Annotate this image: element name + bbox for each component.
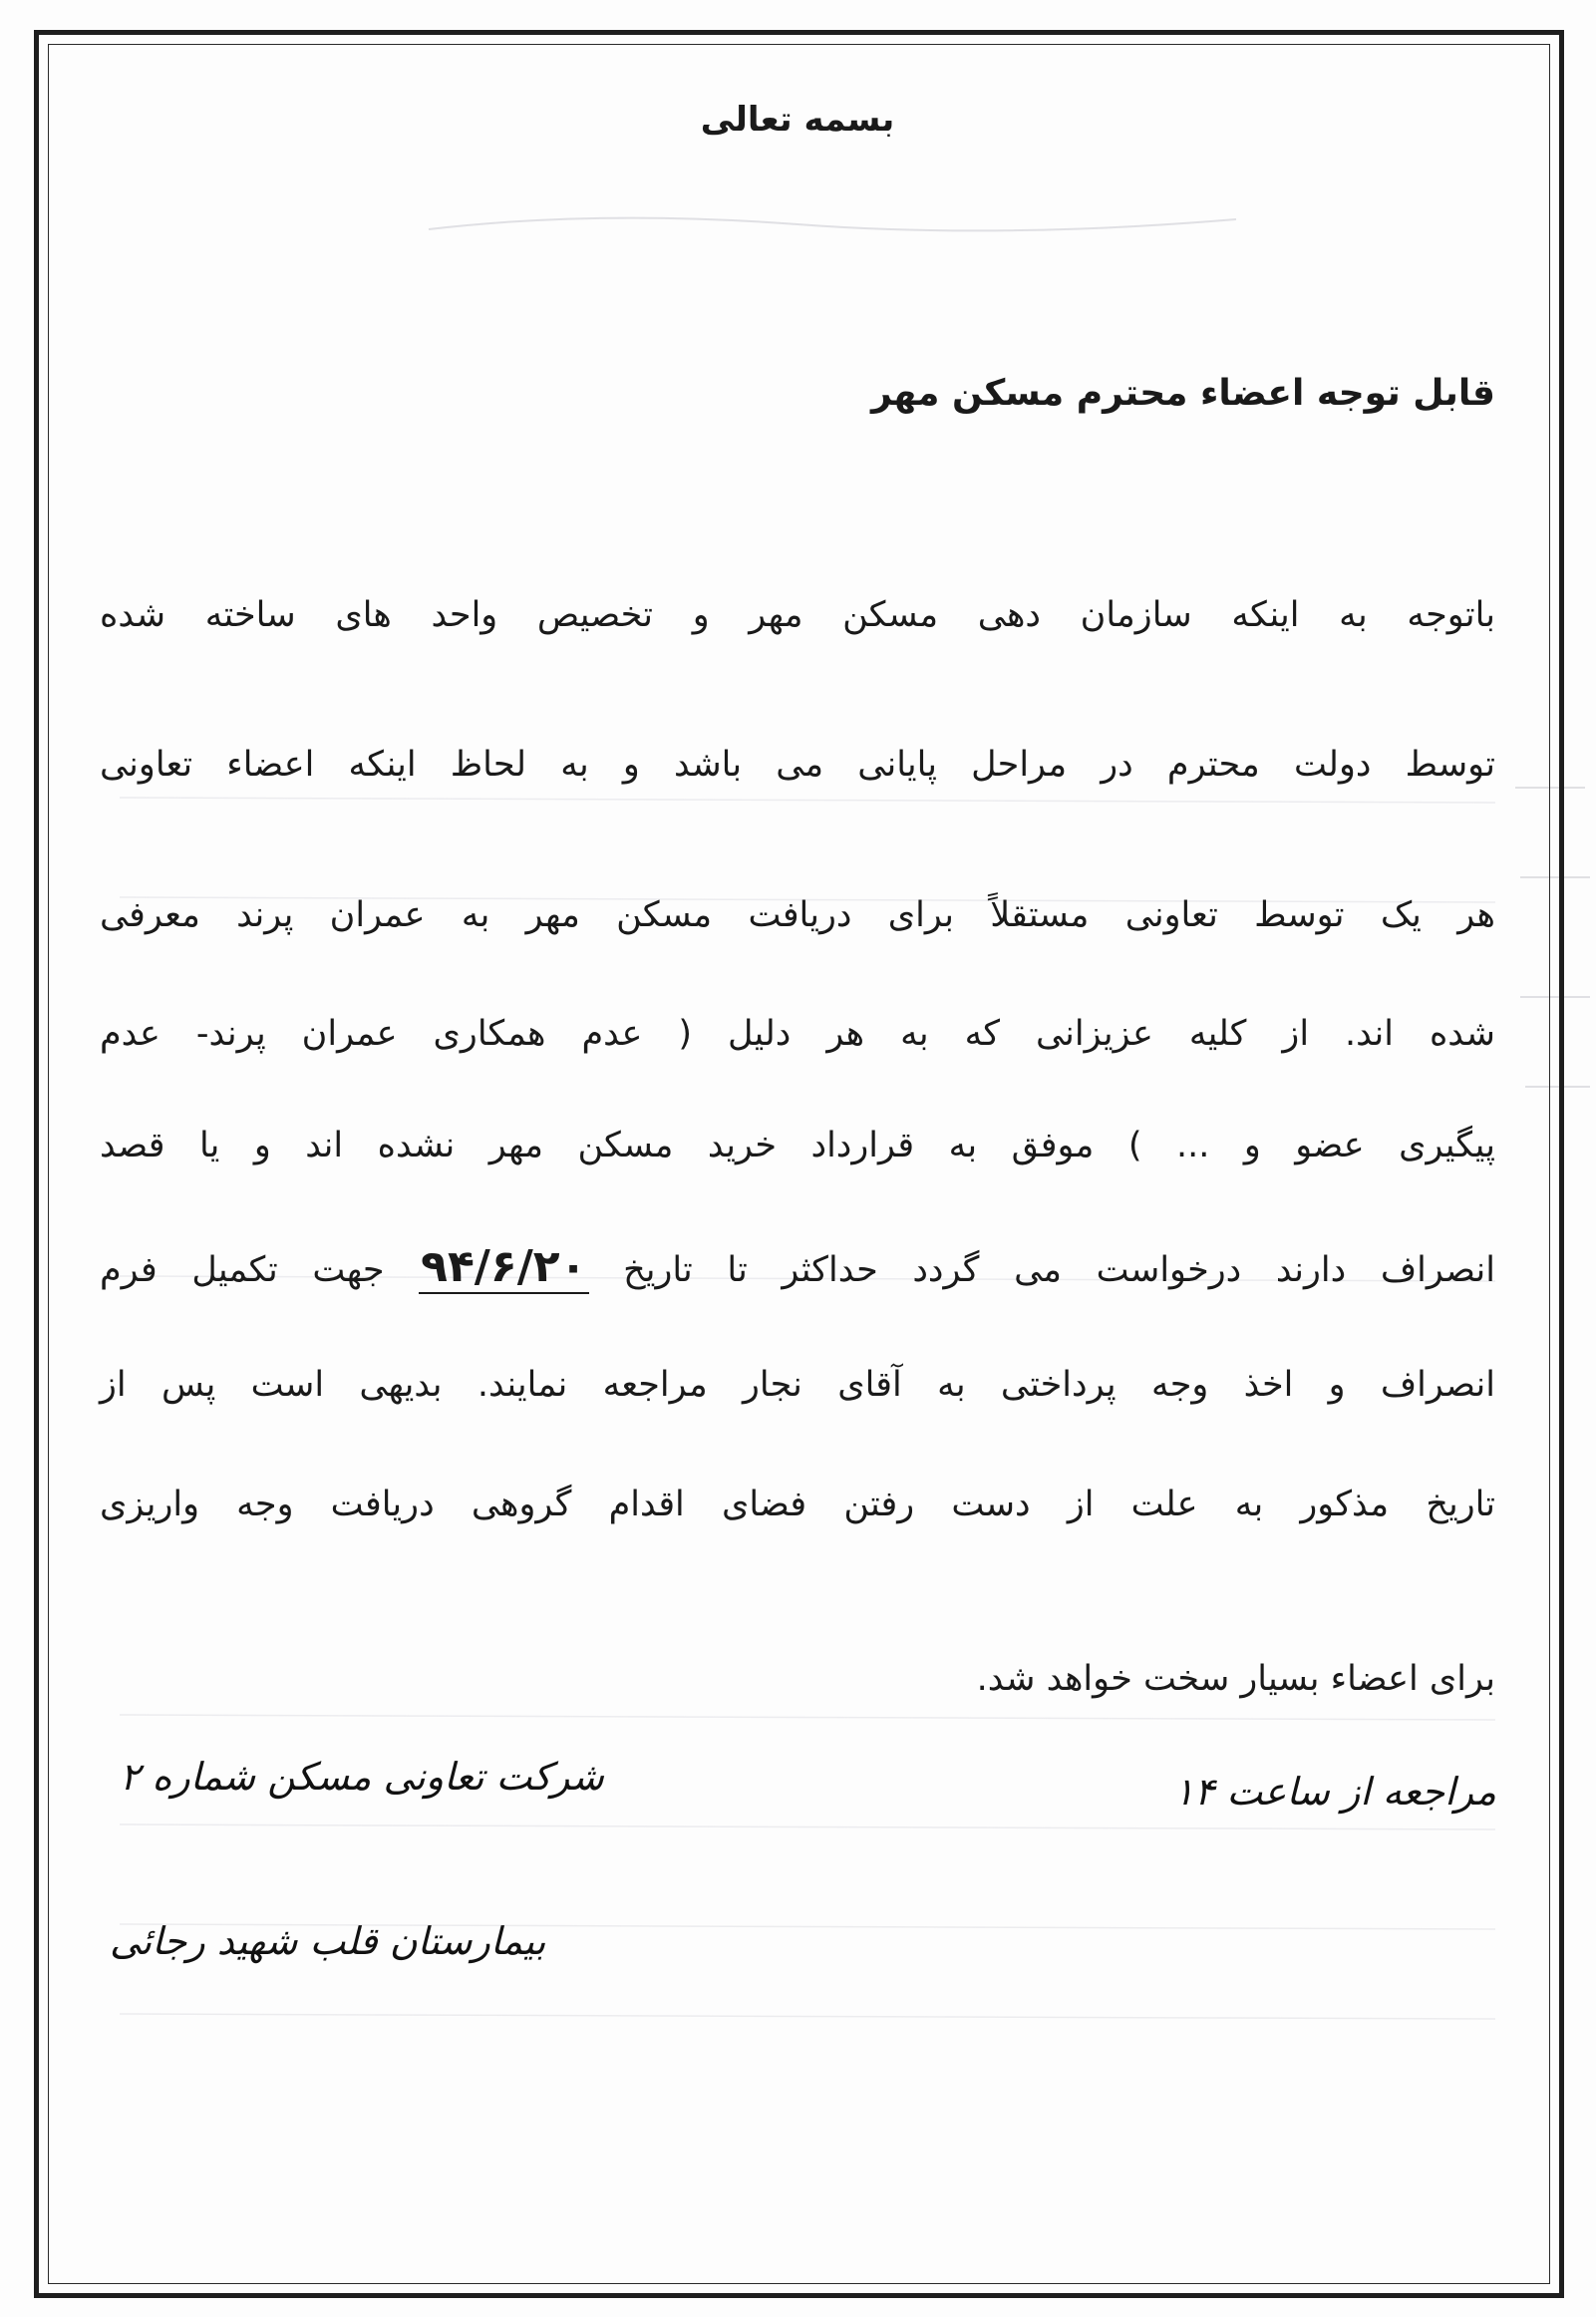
letter-subject: قابل توجه اعضاء محترم مسکن مهر [870, 373, 1495, 414]
body-line-2: توسط دولت محترم در مراحل پایانی می باشد و به لحاظ اینکه اعضاء تعاونی [100, 745, 1495, 785]
body-line-7: انصراف و اخذ وجه پرداختی به آقای نجار مراجعه نمایند. بدیهی است پس از [100, 1365, 1495, 1405]
body-line-4: شده اند. از کلیه عزیزانی که به هر دلیل ( عدم همکاری عمران پرند- عدم [100, 1014, 1495, 1054]
body-line-6 [100, 1242, 1495, 1295]
body-line-1: باتوجه به اینکه سازمان دهی مسکن مهر و تخصیص واحد های ساخته شده [100, 595, 1495, 635]
body-line-6-after: جهت تکمیل فرم [100, 1250, 385, 1290]
body-line-9: برای اعضاء بسیار سخت خواهد شد. [976, 1659, 1495, 1699]
signature-hospital: بیمارستان قلب شهید رجائی [110, 1919, 546, 1963]
body-line-6-before: انصراف دارند درخواست می گردد حداکثر تا تاریخ [623, 1250, 1495, 1290]
signature-cooperative: شرکت تعاونی مسکن شماره ۲ [120, 1755, 604, 1799]
body-line-8: تاریخ مذکور به علت از دست رفتن فضای اقدام گروهی دریافت وجه واریزی [100, 1485, 1495, 1524]
visit-hours-note: مراجعه از ساعت ۱۴ [1173, 1770, 1496, 1814]
body-line-3: هر یک توسط تعاونی مستقلاً برای دریافت مسکن مهر به عمران پرند معرفی [100, 895, 1495, 935]
body-line-5: پیگیری عضو و ... ) موفق به قرارداد خرید مسکن مهر نشده اند و یا قصد [100, 1126, 1495, 1165]
letter-heading: بسمه تعالی [700, 100, 895, 140]
deadline-date: ۹۴/۶/۲۰ [421, 1241, 587, 1292]
